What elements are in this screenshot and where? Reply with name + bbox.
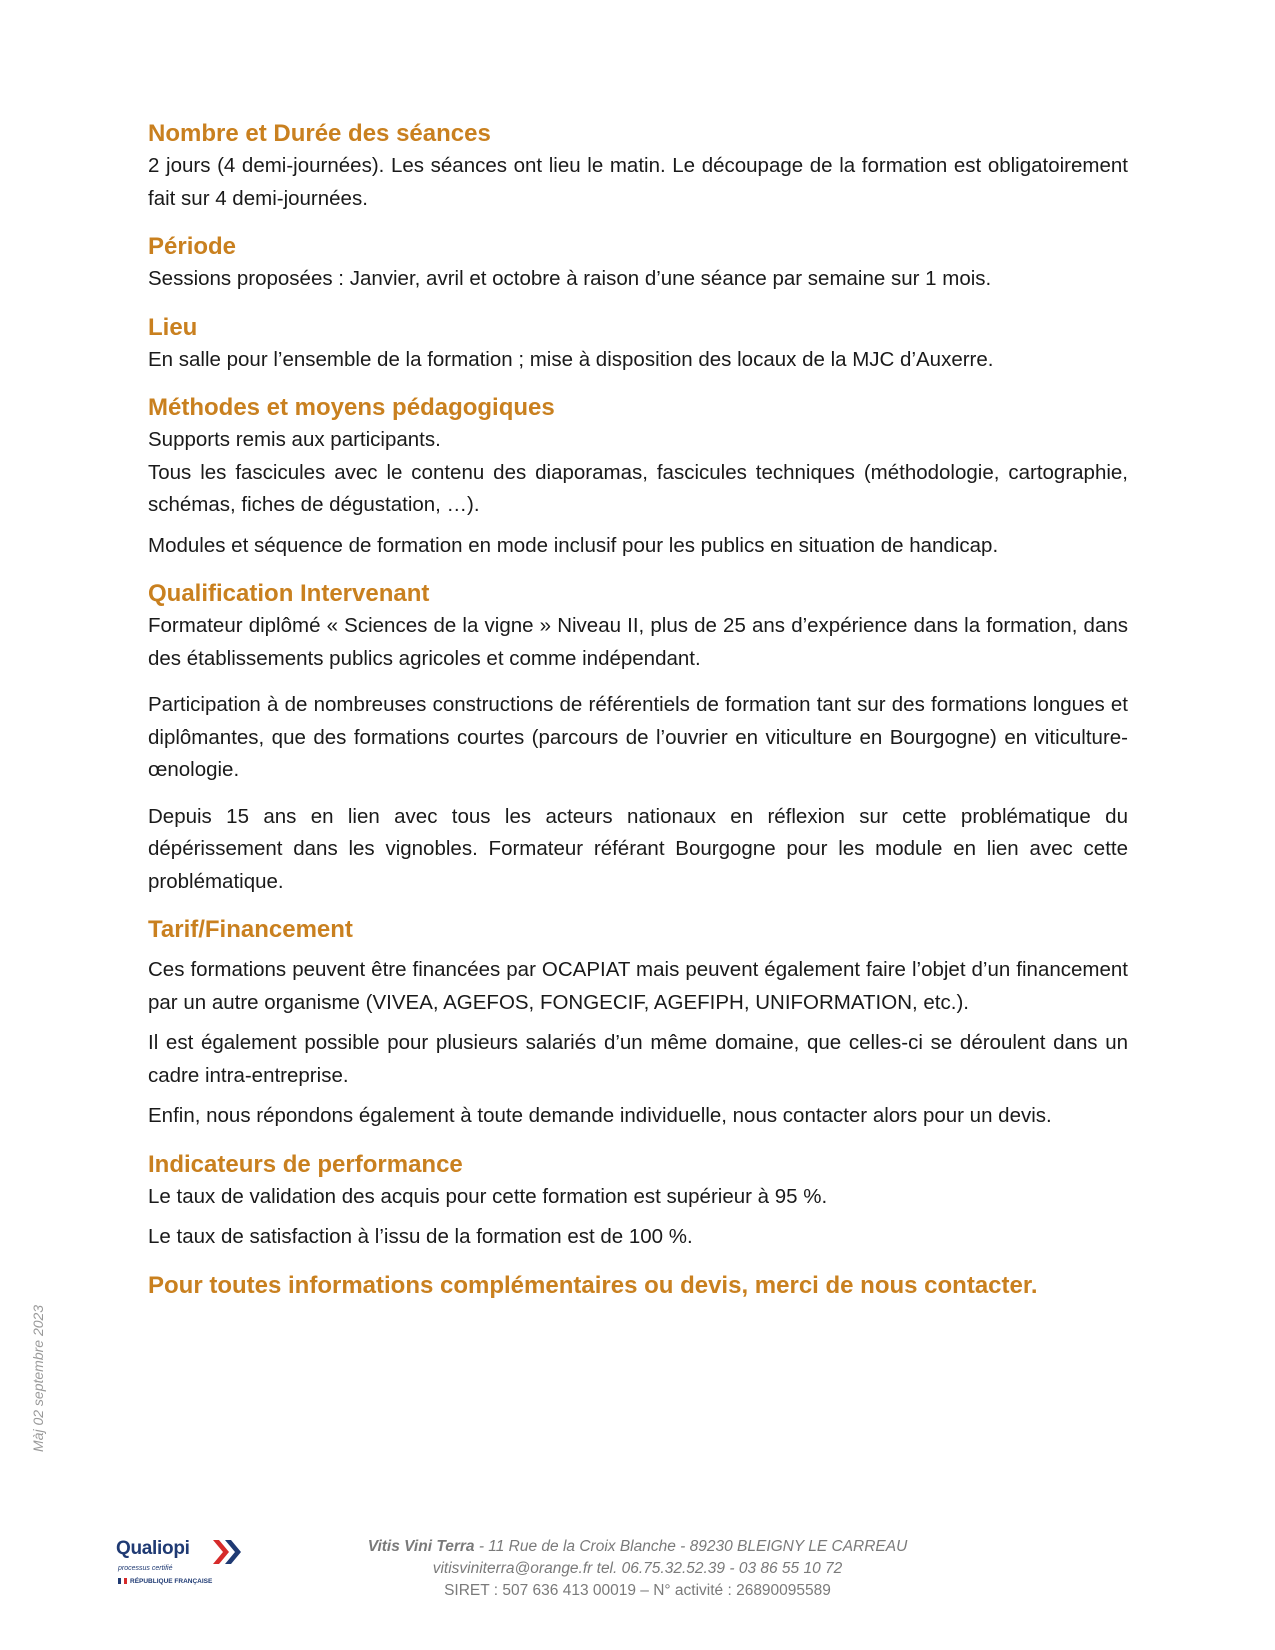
footer-address: - 11 Rue de la Croix Blanche - 89230 BLEIGNY LE CARREAU [474, 1538, 908, 1555]
paragraph: 2 jours (4 demi-journées). Les séances ont lieu le matin. Le découpage de la formation est obligatoirement fait sur 4 demi-journées. [148, 154, 1128, 210]
paragraph: Le taux de satisfaction à l’issu de la formation est de 100 %. [148, 1225, 693, 1248]
paragraph: En salle pour l’ensemble de la formation ; mise à disposition des locaux de la MJC d’Auxerre. [148, 347, 994, 371]
section-methodes [148, 392, 1128, 562]
section-periode [148, 231, 1128, 296]
section-heading: Lieu [148, 313, 198, 341]
paragraph: Participation à de nombreuses constructions de référentiels de formation tant sur des formations longues et diplômantes, que des formations courtes (parcours de l’ouvrier en viticulture en Bourgogne) en viticulture-œnologie. [148, 693, 1128, 781]
footer-address-line [0, 1536, 1275, 1558]
paragraph: Le taux de validation des acquis pour cette formation est supérieur à 95 %. [148, 1184, 828, 1208]
section-lieu [148, 312, 1128, 377]
paragraph: Ces formations peuvent être financées par OCAPIAT mais peuvent également faire l’objet d’un financement par un autre organisme (VIVEA, AGEFOS, FONGECIF, AGEFIPH, UNIFORMATION, etc.). [148, 958, 1128, 1014]
section-heading: Méthodes et moyens pédagogiques [148, 394, 555, 421]
paragraph: Il est également possible pour plusieurs salariés d’un même domaine, que celles-ci se déroulent dans un cadre intra-entreprise. [148, 1031, 1128, 1087]
logo-subtitle: processus certifié [118, 1565, 173, 1572]
paragraph: Modules et séquence de formation en mode inclusif pour les publics en situation de handicap. [148, 533, 999, 557]
paragraph: Supports remis aux participants. [148, 428, 441, 451]
section-indicateurs [148, 1149, 1128, 1254]
section-qualification [148, 578, 1128, 898]
update-date: Màj 02 septembre 2023 [30, 1304, 46, 1452]
paragraph: Tous les fascicules avec le contenu des diaporamas, fascicules techniques (méthodologie, cartographie, schémas, fiches de dégustation, …). [148, 460, 1128, 516]
footer-contact: vitisviniterra@orange.fr tel. 06.75.32.52.39 - 03 86 55 10 72 [432, 1560, 843, 1577]
paragraph: Depuis 15 ans en lien avec tous les acteurs nationaux en réflexion sur cette problématique du dépérissement dans les vignobles. Formateur référant Bourgogne pour les module en lien avec cette problématique. [148, 804, 1128, 893]
section-seances [148, 118, 1128, 215]
document-body [148, 118, 1128, 1302]
section-heading: Indicateurs de performance [148, 1150, 463, 1178]
logo-wordmark: Qualiopi [116, 1538, 190, 1559]
section-heading: Période [148, 233, 237, 260]
section-heading: Nombre et Durée des séances [148, 120, 491, 147]
footer-siret: SIRET : 507 636 413 00019 – N° activité : 26890095589 [444, 1582, 831, 1599]
section-heading: Tarif/Financement [148, 916, 353, 943]
footer-org: Vitis Vini Terra [367, 1538, 475, 1555]
section-tarif [148, 914, 1128, 1133]
section-heading: Qualification Intervenant [148, 580, 430, 607]
paragraph: Formateur diplômé « Sciences de la vigne » Niveau II, plus de 25 ans d’expérience dans la formation, dans des établissements publics agricoles et comme indépendant. [148, 614, 1128, 670]
closing-callout: Pour toutes informations complémentaires ou devis, merci de nous contacter. [148, 1271, 1038, 1299]
paragraph: Sessions proposées : Janvier, avril et octobre à raison d’une séance par semaine sur 1 mois. [148, 267, 992, 290]
logo-country-label: RÉPUBLIQUE FRANÇAISE [130, 1578, 213, 1585]
paragraph: Enfin, nous répondons également à toute demande individuelle, nous contacter alors pour un devis. [148, 1104, 1052, 1127]
page-footer [0, 1536, 1275, 1602]
